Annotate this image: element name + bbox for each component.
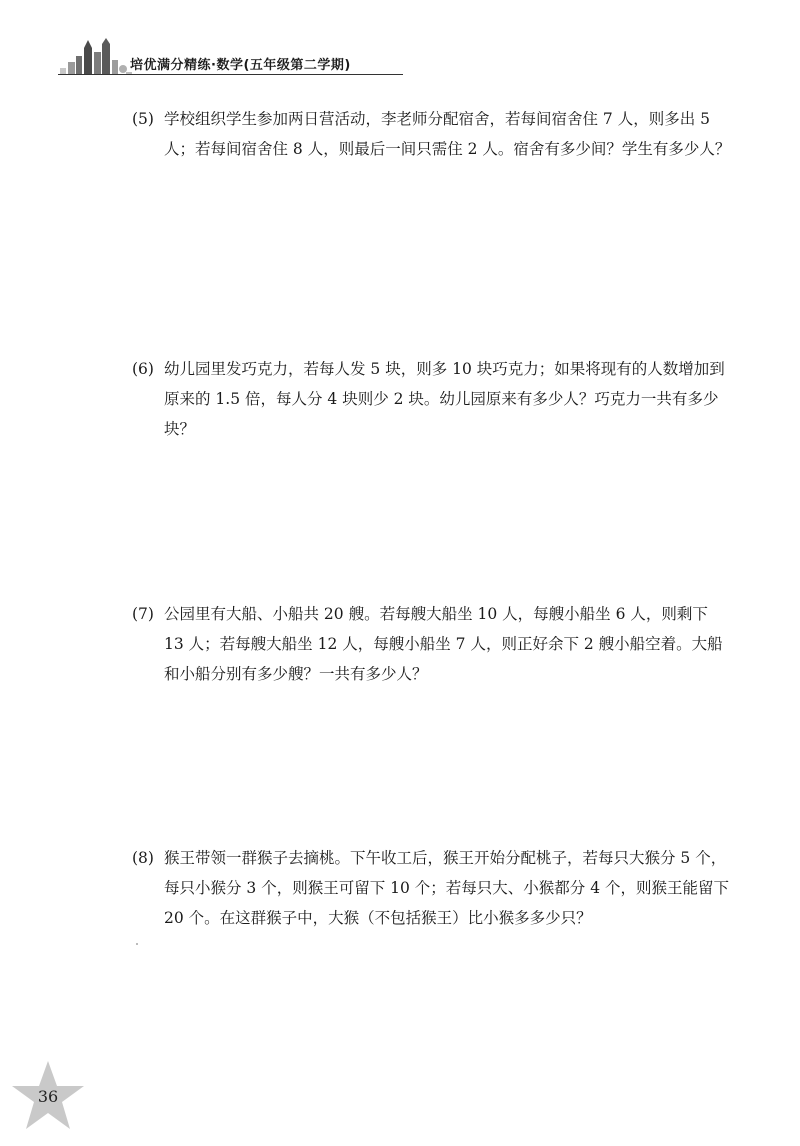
stray-dot [136, 943, 138, 945]
problem-6 [132, 354, 732, 444]
page-header [0, 38, 800, 82]
problem-number: (5) [132, 110, 154, 128]
header-rule [58, 74, 403, 75]
page-number: 36 [37, 1087, 59, 1106]
problem-8 [132, 843, 732, 933]
problem-7 [132, 599, 732, 689]
problem-text: 学校组织学生参加两日营活动，李老师分配宿舍，若每间宿舍住 7 人，则多出 5 人；若每间宿舍住 8 人，则最后一间只需住 2 人。宿舍有多少间？学生有多少人？ [164, 110, 731, 158]
header-title: 培优满分精练·数学(五年级第二学期) [130, 58, 351, 73]
problem-number: (8) [132, 849, 154, 867]
city-buildings-icon [58, 38, 133, 76]
page-badge [8, 1057, 88, 1137]
problem-number: (6) [132, 360, 154, 378]
problem-5 [132, 104, 732, 164]
problem-text: 猴王带领一群猴子去摘桃。下午收工后，猴王开始分配桃子，若每只大猴分 5 个，每只小猴分 3 个，则猴王可留下 10 个；若每只大、小猴都分 4 个，则猴王能留下 20 个。在这群猴子中，大猴（不包括猴王）比小猴多多少只？ [164, 849, 730, 927]
problem-text: 幼儿园里发巧克力，若每人发 5 块，则多 10 块巧克力；如果将现有的人数增加到原来的 1.5 倍，每人分 4 块则少 2 块。幼儿园原来有多少人？巧克力一共有多少块？ [164, 360, 725, 438]
problem-number: (7) [132, 605, 154, 623]
problem-text: 公园里有大船、小船共 20 艘。若每艘大船坐 10 人，每艘小船坐 6 人，则剩下 13 人；若每艘大船坐 12 人，每艘小船坐 7 人，则正好余下 2 艘小船空着。大船和小船分别有多少艘？一共有多少人？ [164, 605, 723, 683]
